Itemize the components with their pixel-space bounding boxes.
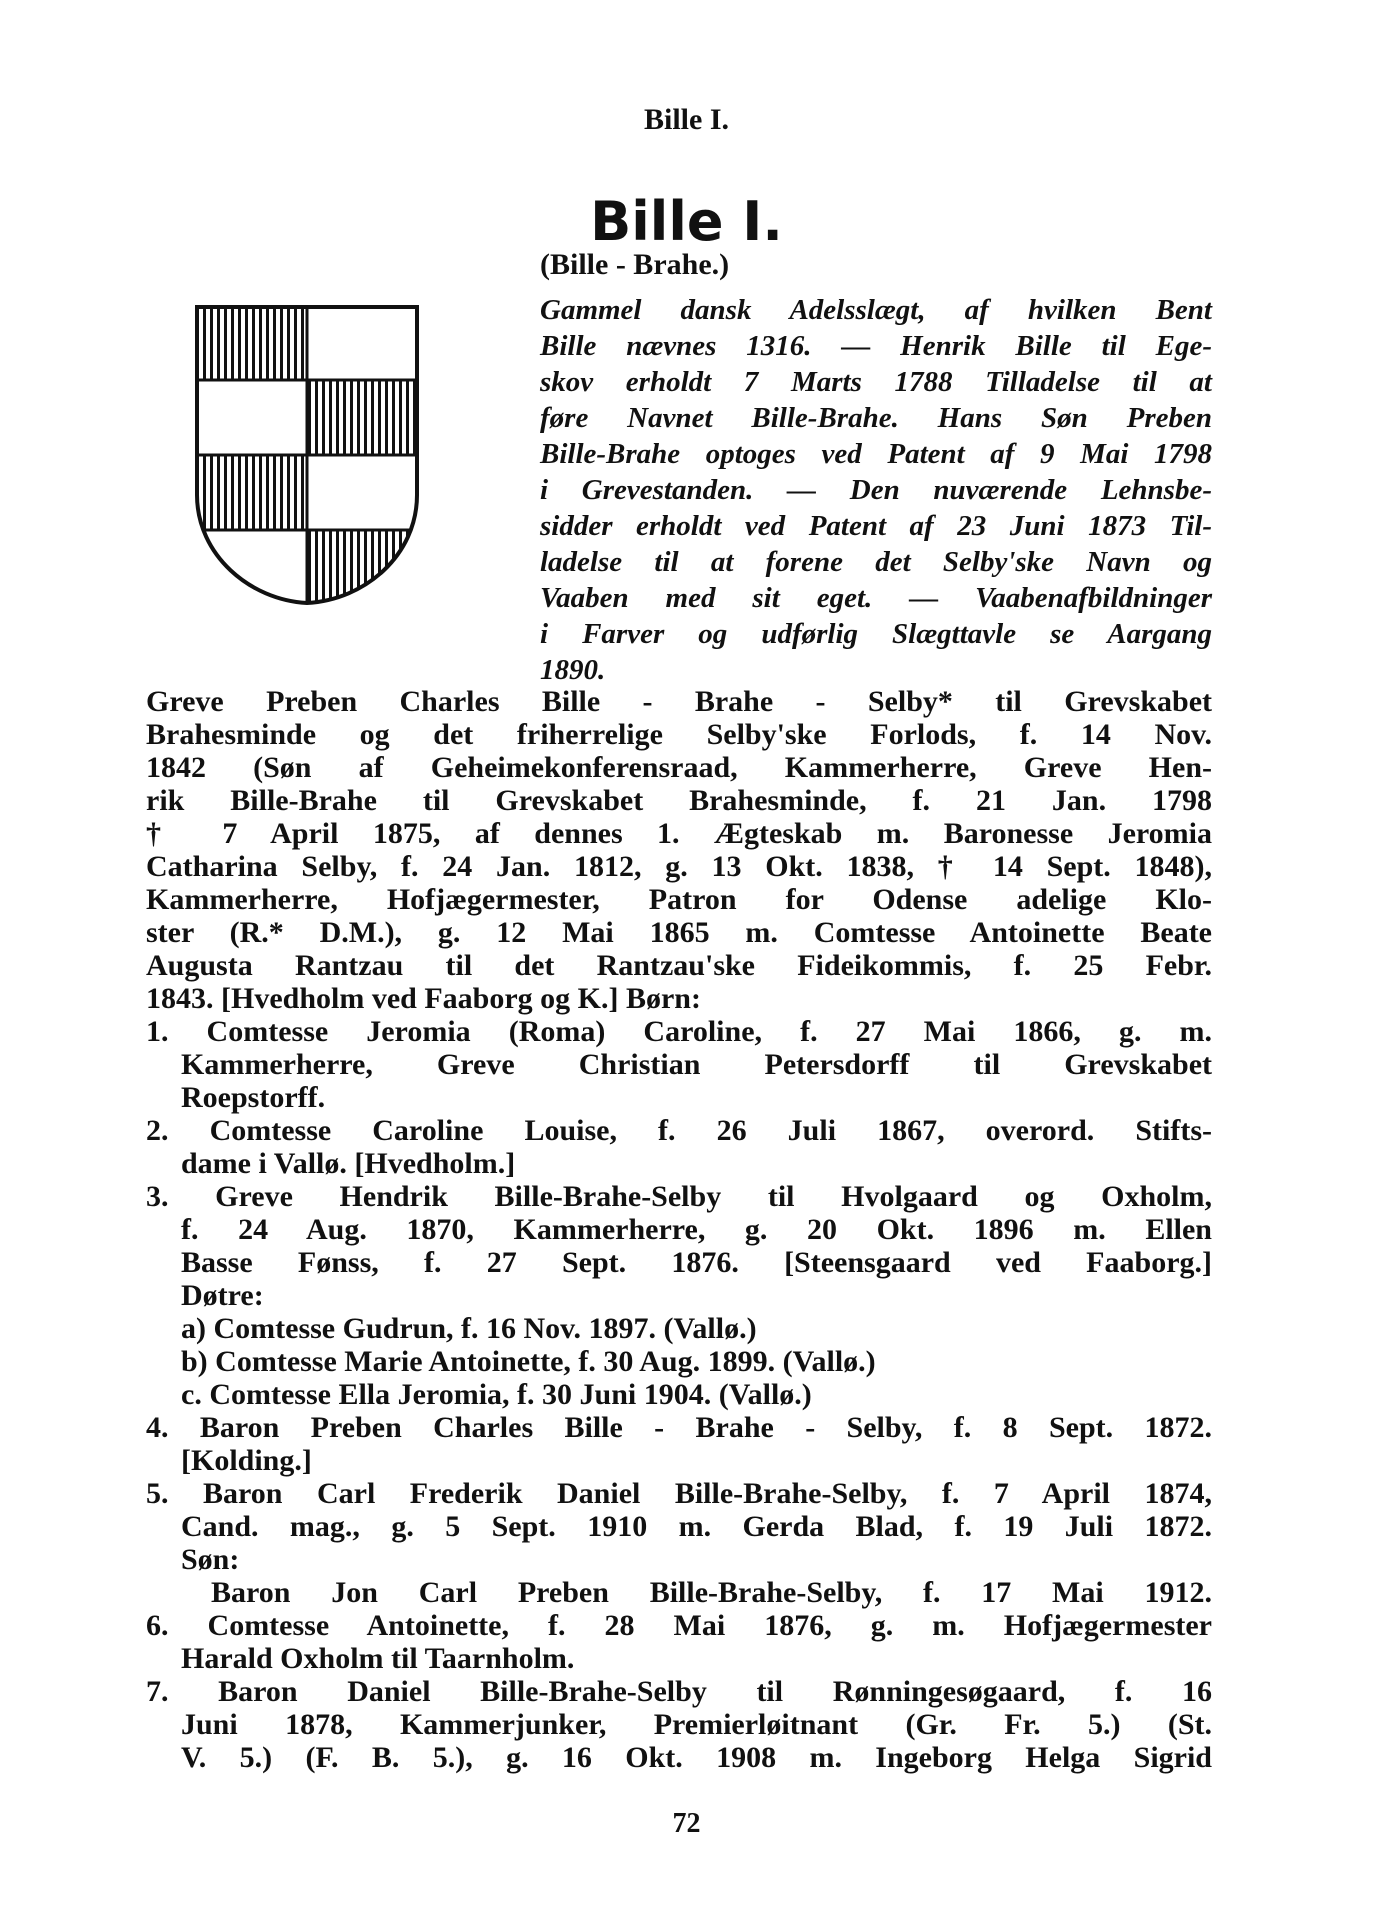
child-entry: 3. Greve Hendrik Bille-Brahe-Selby til Hvolgaard og Oxholm,	[146, 1180, 1212, 1213]
intro-line: i Farver og udførlig Slægttavle se Aargang	[540, 618, 1212, 650]
child-entry: 4. Baron Preben Charles Bille - Brahe - Selby, f. 8 Sept. 1872.	[146, 1411, 1212, 1444]
grandchild-entry: a) Comtesse Gudrun, f. 16 Nov. 1897. (Vallø.)	[181, 1312, 757, 1345]
child-entry: 6. Comtesse Antoinette, f. 28 Mai 1876, g. m. Hofjægermester	[146, 1609, 1212, 1642]
intro-line: føre Navnet Bille-Brahe. Hans Søn Preben	[540, 402, 1212, 434]
intro-line: Bille nævnes 1316. — Henrik Bille til Ege-	[540, 330, 1212, 362]
body-line: Cand. mag., g. 5 Sept. 1910 m. Gerda Blad, f. 19 Juli 1872.	[181, 1510, 1212, 1543]
grandchild-entry: c. Comtesse Ella Jeromia, f. 30 Juni 1904. (Vallø.)	[181, 1378, 812, 1411]
body-line: Harald Oxholm til Taarnholm.	[181, 1642, 575, 1675]
body-line: Døtre:	[181, 1279, 264, 1312]
intro-line: ladelse til at forene det Selby'ske Navn og	[540, 546, 1212, 578]
body-line: V. 5.) (F. B. 5.), g. 16 Okt. 1908 m. Ingeborg Helga Sigrid	[181, 1741, 1212, 1774]
body-line: † 7 April 1875, af dennes 1. Ægteskab m. Baronesse Jeromia	[146, 817, 1212, 850]
intro-line: skov erholdt 7 Marts 1788 Tilladelse til at	[540, 366, 1212, 398]
genealogy-body	[146, 685, 1212, 1774]
body-line: ster (R.* D.M.), g. 12 Mai 1865 m. Comtesse Antoinette Beate	[146, 916, 1212, 949]
body-line: [Kolding.]	[181, 1444, 312, 1477]
body-line: Brahesminde og det friherrelige Selby'ske Forlods, f. 14 Nov.	[146, 718, 1212, 751]
child-entry: 1. Comtesse Jeromia (Roma) Caroline, f. 27 Mai 1866, g. m.	[146, 1015, 1212, 1048]
family-subtitle: (Bille - Brahe.)	[540, 248, 730, 281]
family-intro	[540, 292, 1212, 688]
body-line: Søn:	[181, 1543, 240, 1576]
body-line: rik Bille-Brahe til Grevskabet Brahesminde, f. 21 Jan. 1798	[146, 784, 1212, 817]
body-line: Kammerherre, Hofjægermester, Patron for Odense adelige Klo-	[146, 883, 1212, 916]
child-entry: 5. Baron Carl Frederik Daniel Bille-Brahe-Selby, f. 7 April 1874,	[146, 1477, 1212, 1510]
grandchild-entry: b) Comtesse Marie Antoinette, f. 30 Aug. 1899. (Vallø.)	[181, 1345, 876, 1378]
body-line: 1843. [Hvedholm ved Faaborg og K.] Børn:	[146, 982, 701, 1015]
child-entry: 2. Comtesse Caroline Louise, f. 26 Juli 1867, overord. Stifts-	[146, 1114, 1212, 1147]
intro-line: 1890.	[540, 654, 606, 686]
intro-line: i Grevestanden. — Den nuværende Lehnsbe-	[540, 474, 1212, 506]
intro-line: Bille-Brahe optoges ved Patent af 9 Mai 1798	[540, 438, 1212, 470]
body-line: Augusta Rantzau til det Rantzau'ske Fideikommis, f. 25 Febr.	[146, 949, 1212, 982]
body-line: Catharina Selby, f. 24 Jan. 1812, g. 13 Okt. 1838, † 14 Sept. 1848),	[146, 850, 1212, 883]
page-number: 72	[672, 1808, 701, 1839]
body-line: f. 24 Aug. 1870, Kammerherre, g. 20 Okt. 1896 m. Ellen	[181, 1213, 1212, 1246]
child-entry: 7. Baron Daniel Bille-Brahe-Selby til Rønningesøgaard, f. 16	[146, 1675, 1212, 1708]
body-line: 1842 (Søn af Geheimekonferensraad, Kammerherre, Greve Hen-	[146, 751, 1212, 784]
coat-of-arms-shield	[195, 305, 420, 605]
intro-line: sidder erholdt ved Patent af 23 Juni 1873 Til-	[540, 510, 1212, 542]
body-line: Roepstorff.	[181, 1081, 326, 1114]
intro-line: Gammel dansk Adelsslægt, af hvilken Bent	[540, 294, 1212, 326]
grandchild-entry: Baron Jon Carl Preben Bille-Brahe-Selby, f. 17 Mai 1912.	[211, 1576, 1212, 1609]
family-title: Bille I.	[590, 190, 783, 253]
running-head: Bille I.	[643, 103, 729, 136]
body-line: Basse Fønss, f. 27 Sept. 1876. [Steensgaard ved Faaborg.]	[181, 1246, 1212, 1279]
body-line: dame i Vallø. [Hvedholm.]	[181, 1147, 516, 1180]
body-line: Greve Preben Charles Bille - Brahe - Selby* til Grevskabet	[146, 685, 1212, 718]
body-line: Kammerherre, Greve Christian Petersdorff til Grevskabet	[181, 1048, 1212, 1081]
body-line: Juni 1878, Kammerjunker, Premierløitnant (Gr. Fr. 5.) (St.	[181, 1708, 1212, 1741]
intro-line: Vaaben med sit eget. — Vaabenafbildninger	[540, 582, 1212, 614]
